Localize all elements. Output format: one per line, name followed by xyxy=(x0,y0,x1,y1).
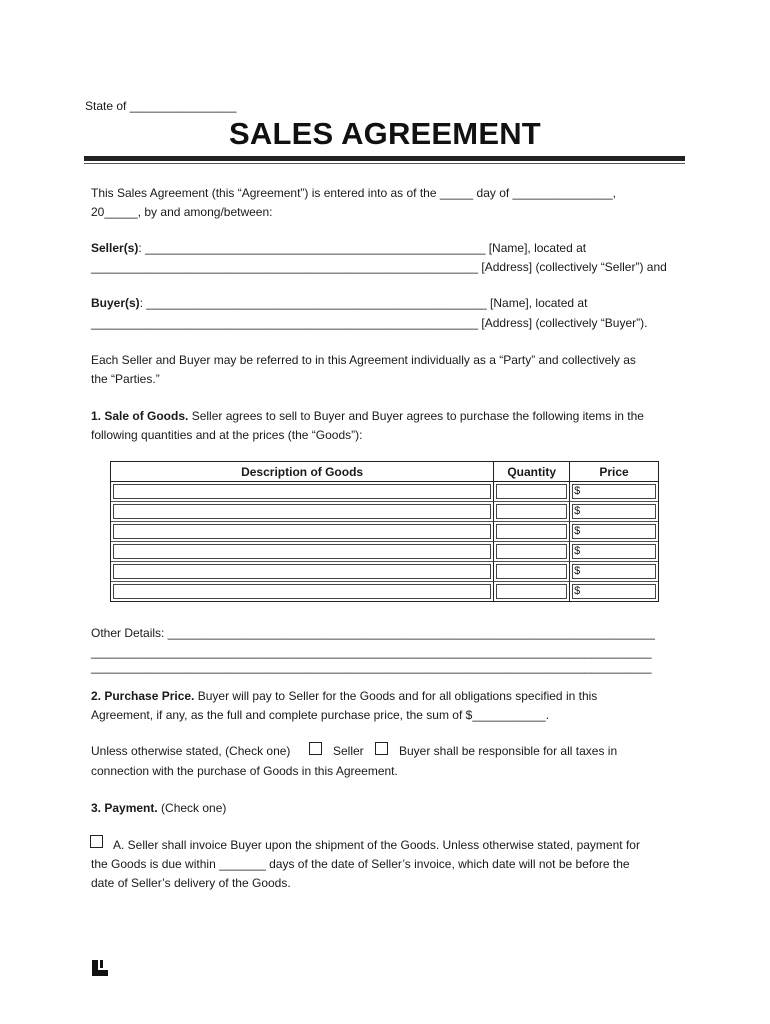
header-description: Description of Goods xyxy=(111,462,494,482)
other-details-line-2: ____________________________________________________________________________________ xyxy=(91,645,652,659)
other-details-line-1: Other Details: _________________________________________________________________________ xyxy=(91,626,655,640)
description-field[interactable] xyxy=(113,584,491,599)
intro-line-2: 20_____, by and among/between: xyxy=(91,205,273,219)
buyer-line-1 xyxy=(91,296,587,310)
price-field[interactable]: $ xyxy=(572,524,656,539)
section2-line-1 xyxy=(91,689,597,703)
taxes-line-2: connection with the purchase of Goods in this Agreement. xyxy=(91,764,398,778)
section1-line-2: following quantities and at the prices (the “Goods”): xyxy=(91,428,363,442)
seller-name-blank: : ___________________________________________________ [Name], located at xyxy=(138,241,587,255)
section1-line-1 xyxy=(91,409,644,423)
price-field[interactable]: $ xyxy=(572,564,656,579)
description-field[interactable] xyxy=(113,484,491,499)
table-row xyxy=(111,482,658,502)
price-field[interactable]: $ xyxy=(572,504,656,519)
section1-text: Seller agrees to sell to Buyer and Buyer agrees to purchase the following items in the xyxy=(188,409,644,423)
intro-line-1: This Sales Agreement (this “Agreement”) is entered into as of the _____ day of _______________, xyxy=(91,186,616,200)
title-rule-thin xyxy=(84,163,685,164)
brand-logo-icon xyxy=(91,959,109,977)
section3-check-one: (Check one) xyxy=(157,801,227,815)
price-field[interactable]: $ xyxy=(572,544,656,559)
quantity-field[interactable] xyxy=(496,524,567,539)
seller-line-1 xyxy=(91,241,586,255)
table-row xyxy=(111,582,658,601)
parties-line-1: Each Seller and Buyer may be referred to in this Agreement individually as a “Party” and collectively as xyxy=(91,353,636,367)
payment-option-a-checkbox[interactable] xyxy=(90,835,103,848)
header-price: Price xyxy=(570,462,658,482)
quantity-field[interactable] xyxy=(496,584,567,599)
buyer-line-2: __________________________________________________________ [Address] (collectively “Buyer”). xyxy=(91,316,648,330)
quantity-field[interactable] xyxy=(496,484,567,499)
table-row xyxy=(111,542,658,562)
tax-buyer-label: Buyer shall be responsible for all taxes in xyxy=(399,744,618,758)
state-field: State of ________________ xyxy=(85,99,237,113)
quantity-field[interactable] xyxy=(496,564,567,579)
price-field[interactable]: $ xyxy=(572,584,656,599)
description-field[interactable] xyxy=(113,564,491,579)
price-field[interactable]: $ xyxy=(572,484,656,499)
section2-text: Buyer will pay to Seller for the Goods and for all obligations specified in this xyxy=(194,689,598,703)
section2-heading: 2. Purchase Price. xyxy=(91,689,195,703)
description-field[interactable] xyxy=(113,504,491,519)
header-quantity: Quantity xyxy=(494,462,570,482)
section3-heading: 3. Payment. xyxy=(91,801,158,815)
payment-option-a-line-2: the Goods is due within _______ days of the date of Seller’s invoice, which date will not be before the xyxy=(91,857,630,871)
payment-option-a-line-1: A. Seller shall invoice Buyer upon the shipment of the Goods. Unless otherwise stated, payment for xyxy=(113,838,640,852)
quantity-field[interactable] xyxy=(496,504,567,519)
section1-heading: 1. Sale of Goods. xyxy=(91,409,189,423)
taxes-prefix: Unless otherwise stated, (Check one) xyxy=(91,744,291,758)
buyer-label: Buyer(s) xyxy=(91,296,140,310)
table-row xyxy=(111,562,658,582)
section3-line-1 xyxy=(91,801,226,815)
goods-table-header xyxy=(111,462,658,482)
tax-buyer-checkbox[interactable] xyxy=(375,742,388,755)
payment-option-a-line-3: date of Seller’s delivery of the Goods. xyxy=(91,876,291,890)
document-title: SALES AGREEMENT xyxy=(229,116,541,151)
seller-line-2: __________________________________________________________ [Address] (collectively “Seller”) and xyxy=(91,260,667,274)
goods-table xyxy=(110,461,659,602)
buyer-name-blank: : ___________________________________________________ [Name], located at xyxy=(139,296,588,310)
description-field[interactable] xyxy=(113,524,491,539)
section2-line-2: Agreement, if any, as the full and complete purchase price, the sum of $___________. xyxy=(91,708,550,722)
description-field[interactable] xyxy=(113,544,491,559)
tax-seller-label: Seller xyxy=(333,744,364,758)
table-row xyxy=(111,502,658,522)
quantity-field[interactable] xyxy=(496,544,567,559)
tax-seller-checkbox[interactable] xyxy=(309,742,322,755)
table-row xyxy=(111,522,658,542)
other-details-line-3: ____________________________________________________________________________________ xyxy=(91,660,652,674)
seller-label: Seller(s) xyxy=(91,241,139,255)
title-rule xyxy=(84,156,685,161)
parties-line-2: the “Parties.” xyxy=(91,372,160,386)
